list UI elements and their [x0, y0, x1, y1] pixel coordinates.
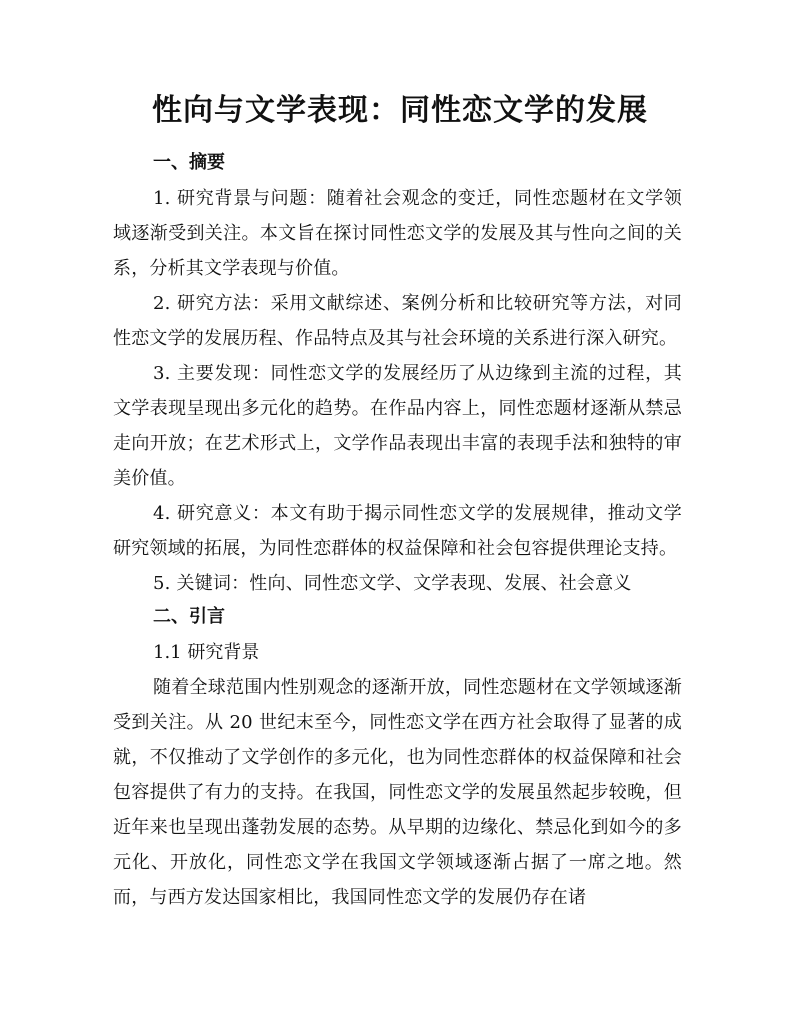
- section-heading-introduction: 二、引言: [153, 606, 225, 627]
- introduction-paragraph: 随着全球范围内性别观念的逐渐开放，同性恋题材在文学领域逐渐受到关注。从 20 世纪末至今，同性恋文学在西方社会取得了显著的成就，不仅推动了文学创作的多元化，也为同性恋群体的权益保障和社会包容提供了有力的支持。在我国，同性恋文学的发展虽然起步较晚，但近年来也呈现出蓬勃发展的态势。从早期的边缘化、禁忌化到如今的多元化、开放化，同性恋文学在我国文学领域逐渐占据了一席之地。然而，与西方发达国家相比，我国同性恋文学的发展仍存在诸: [113, 677, 682, 908]
- document-title: 性向与文学表现：同性恋文学的发展: [152, 93, 648, 128]
- abstract-item-keywords: 5. 关键词：性向、同性恋文学、文学表现、发展、社会意义: [153, 573, 632, 594]
- abstract-item-background: 1. 研究背景与问题：随着社会观念的变迁，同性恋题材在文学领域逐渐受到关注。本文旨在探讨同性恋文学的发展及其与性向之间的关系，分析其文学表现与价值。: [113, 188, 682, 279]
- document-body: [113, 147, 682, 915]
- abstract-item-methods: 2. 研究方法：采用文献综述、案例分析和比较研究等方法，对同性恋文学的发展历程、作品特点及其与社会环境的关系进行深入研究。: [113, 293, 682, 349]
- subsection-heading-background: 1.1 研究背景: [153, 642, 260, 663]
- abstract-item-significance: 4. 研究意义：本文有助于揭示同性恋文学的发展规律，推动文学研究领域的拓展，为同性恋群体的权益保障和社会包容提供理论支持。: [113, 503, 682, 559]
- abstract-item-findings: 3. 主要发现：同性恋文学的发展经历了从边缘到主流的过程，其文学表现呈现出多元化的趋势。在作品内容上，同性恋题材逐渐从禁忌走向开放；在艺术形式上，文学作品表现出丰富的表现手法和独特的审美价值。: [113, 363, 682, 489]
- section-heading-abstract: 一、摘要: [153, 152, 225, 173]
